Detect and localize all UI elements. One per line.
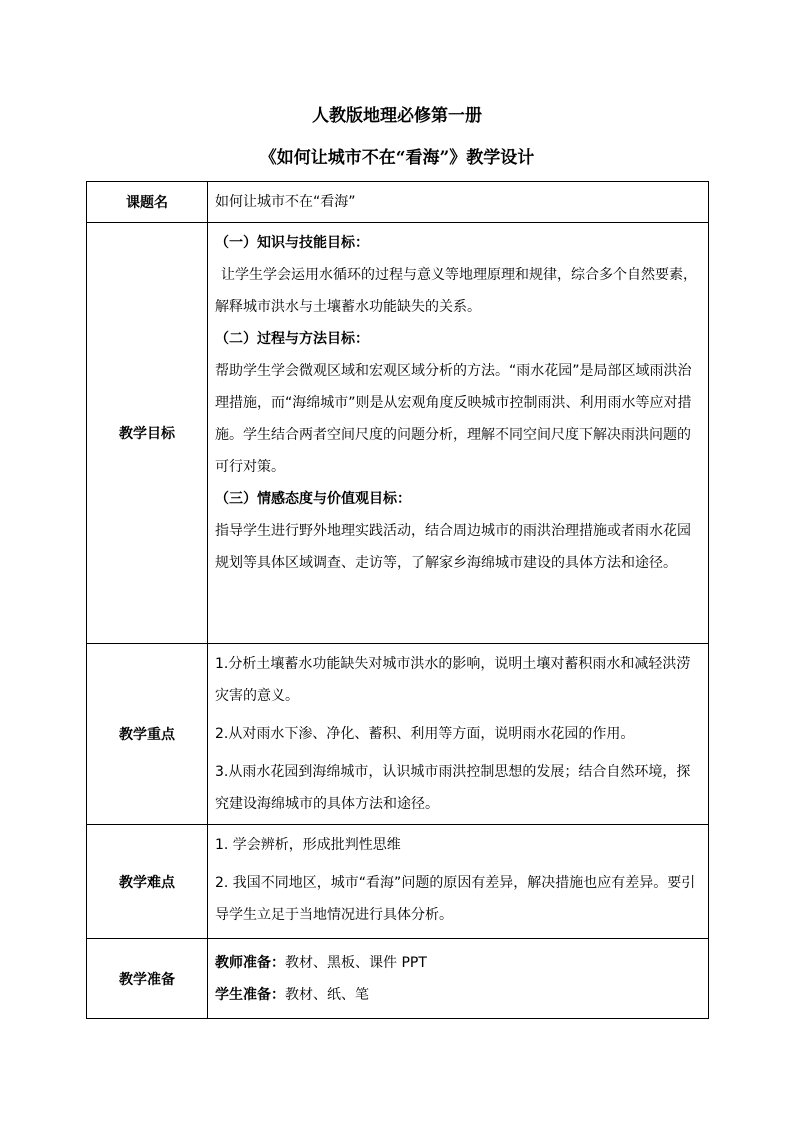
- knowledge-text: 让学生学会运用水循环的过程与意义等地理原理和规律，综合多个自然要素，解释城市洪水与土壤蓄水功能缺失的关系。: [215, 267, 697, 315]
- objectives-cell: [208, 223, 709, 644]
- emotion-heading: （三）情感态度与价值观目标：: [215, 491, 411, 507]
- key-point-item: 2.从对雨水下渗、净化、蓄积、利用等方面，说明雨水花园的作用。: [215, 726, 635, 742]
- table-row-key-points: [87, 644, 709, 825]
- process-text: 帮助学生学会微观区域和宏观区域分析的方法。“雨水花园”是局部区域雨洪治理措施，而“海绵城市”则是从宏观角度反映城市控制雨洪、利用雨水等应对措施。学生结合两者空间尺度的问题分析，理解不同空间尺度下解决雨洪问题的可行对策。: [215, 363, 692, 475]
- document-subtitle: 《如何让城市不在“看海”》教学设计: [259, 148, 535, 168]
- difficulty-item: 1. 学会辨析，形成批判性思维: [215, 837, 401, 853]
- student-preparation-label: 学生准备：: [215, 986, 285, 1003]
- process-heading: （二）过程与方法目标：: [215, 331, 369, 347]
- lesson-plan-table: [86, 181, 709, 1019]
- difficulties-label: 教学难点: [87, 825, 208, 939]
- key-points-cell: [208, 644, 709, 825]
- student-preparation-value: 教材、纸、笔: [285, 986, 369, 1003]
- teacher-preparation-label: 教师准备：: [215, 954, 285, 971]
- table-row-objectives: [87, 223, 709, 644]
- document-title: 人教版地理必修第一册: [312, 106, 482, 126]
- teacher-preparation-value: 教材、黑板、课件 PPT: [285, 954, 427, 971]
- difficulties-cell: [208, 825, 709, 939]
- objectives-label: 教学目标: [87, 223, 208, 644]
- topic-label: 课题名: [87, 182, 208, 223]
- knowledge-heading: （一）知识与技能目标：: [215, 235, 369, 251]
- emotion-text: 指导学生进行野外地理实践活动，结合周边城市的雨洪治理措施或者雨水花园规划等具体区域调查、走访等，了解家乡海绵城市建设的具体方法和途径。: [215, 523, 691, 571]
- preparation-label: 教学准备: [87, 939, 208, 1019]
- preparation-cell: [208, 939, 709, 1019]
- student-preparation: [215, 979, 702, 1011]
- topic-value: 如何让城市不在“看海”: [215, 194, 356, 210]
- key-point-item: 3.从雨水花园到海绵城市，认识城市雨洪控制思想的发展；结合自然环境，探究建设海绵城市的具体方法和途径。: [215, 764, 691, 812]
- key-point-item: 1.分析土壤蓄水功能缺失对城市洪水的影响，说明土壤对蓄积雨水和减轻洪涝灾害的意义。: [215, 656, 691, 704]
- table-row-difficulties: [87, 825, 709, 939]
- table-row-preparation: [87, 939, 709, 1019]
- topic-cell: [208, 182, 709, 223]
- table-row-topic: [87, 182, 709, 223]
- key-points-label: 教学重点: [87, 644, 208, 825]
- teacher-preparation: [215, 947, 702, 979]
- difficulty-item: 2. 我国不同地区，城市“看海”问题的原因有差异，解决措施也应有差异。要引导学生立足于当地情况进行具体分析。: [215, 875, 696, 923]
